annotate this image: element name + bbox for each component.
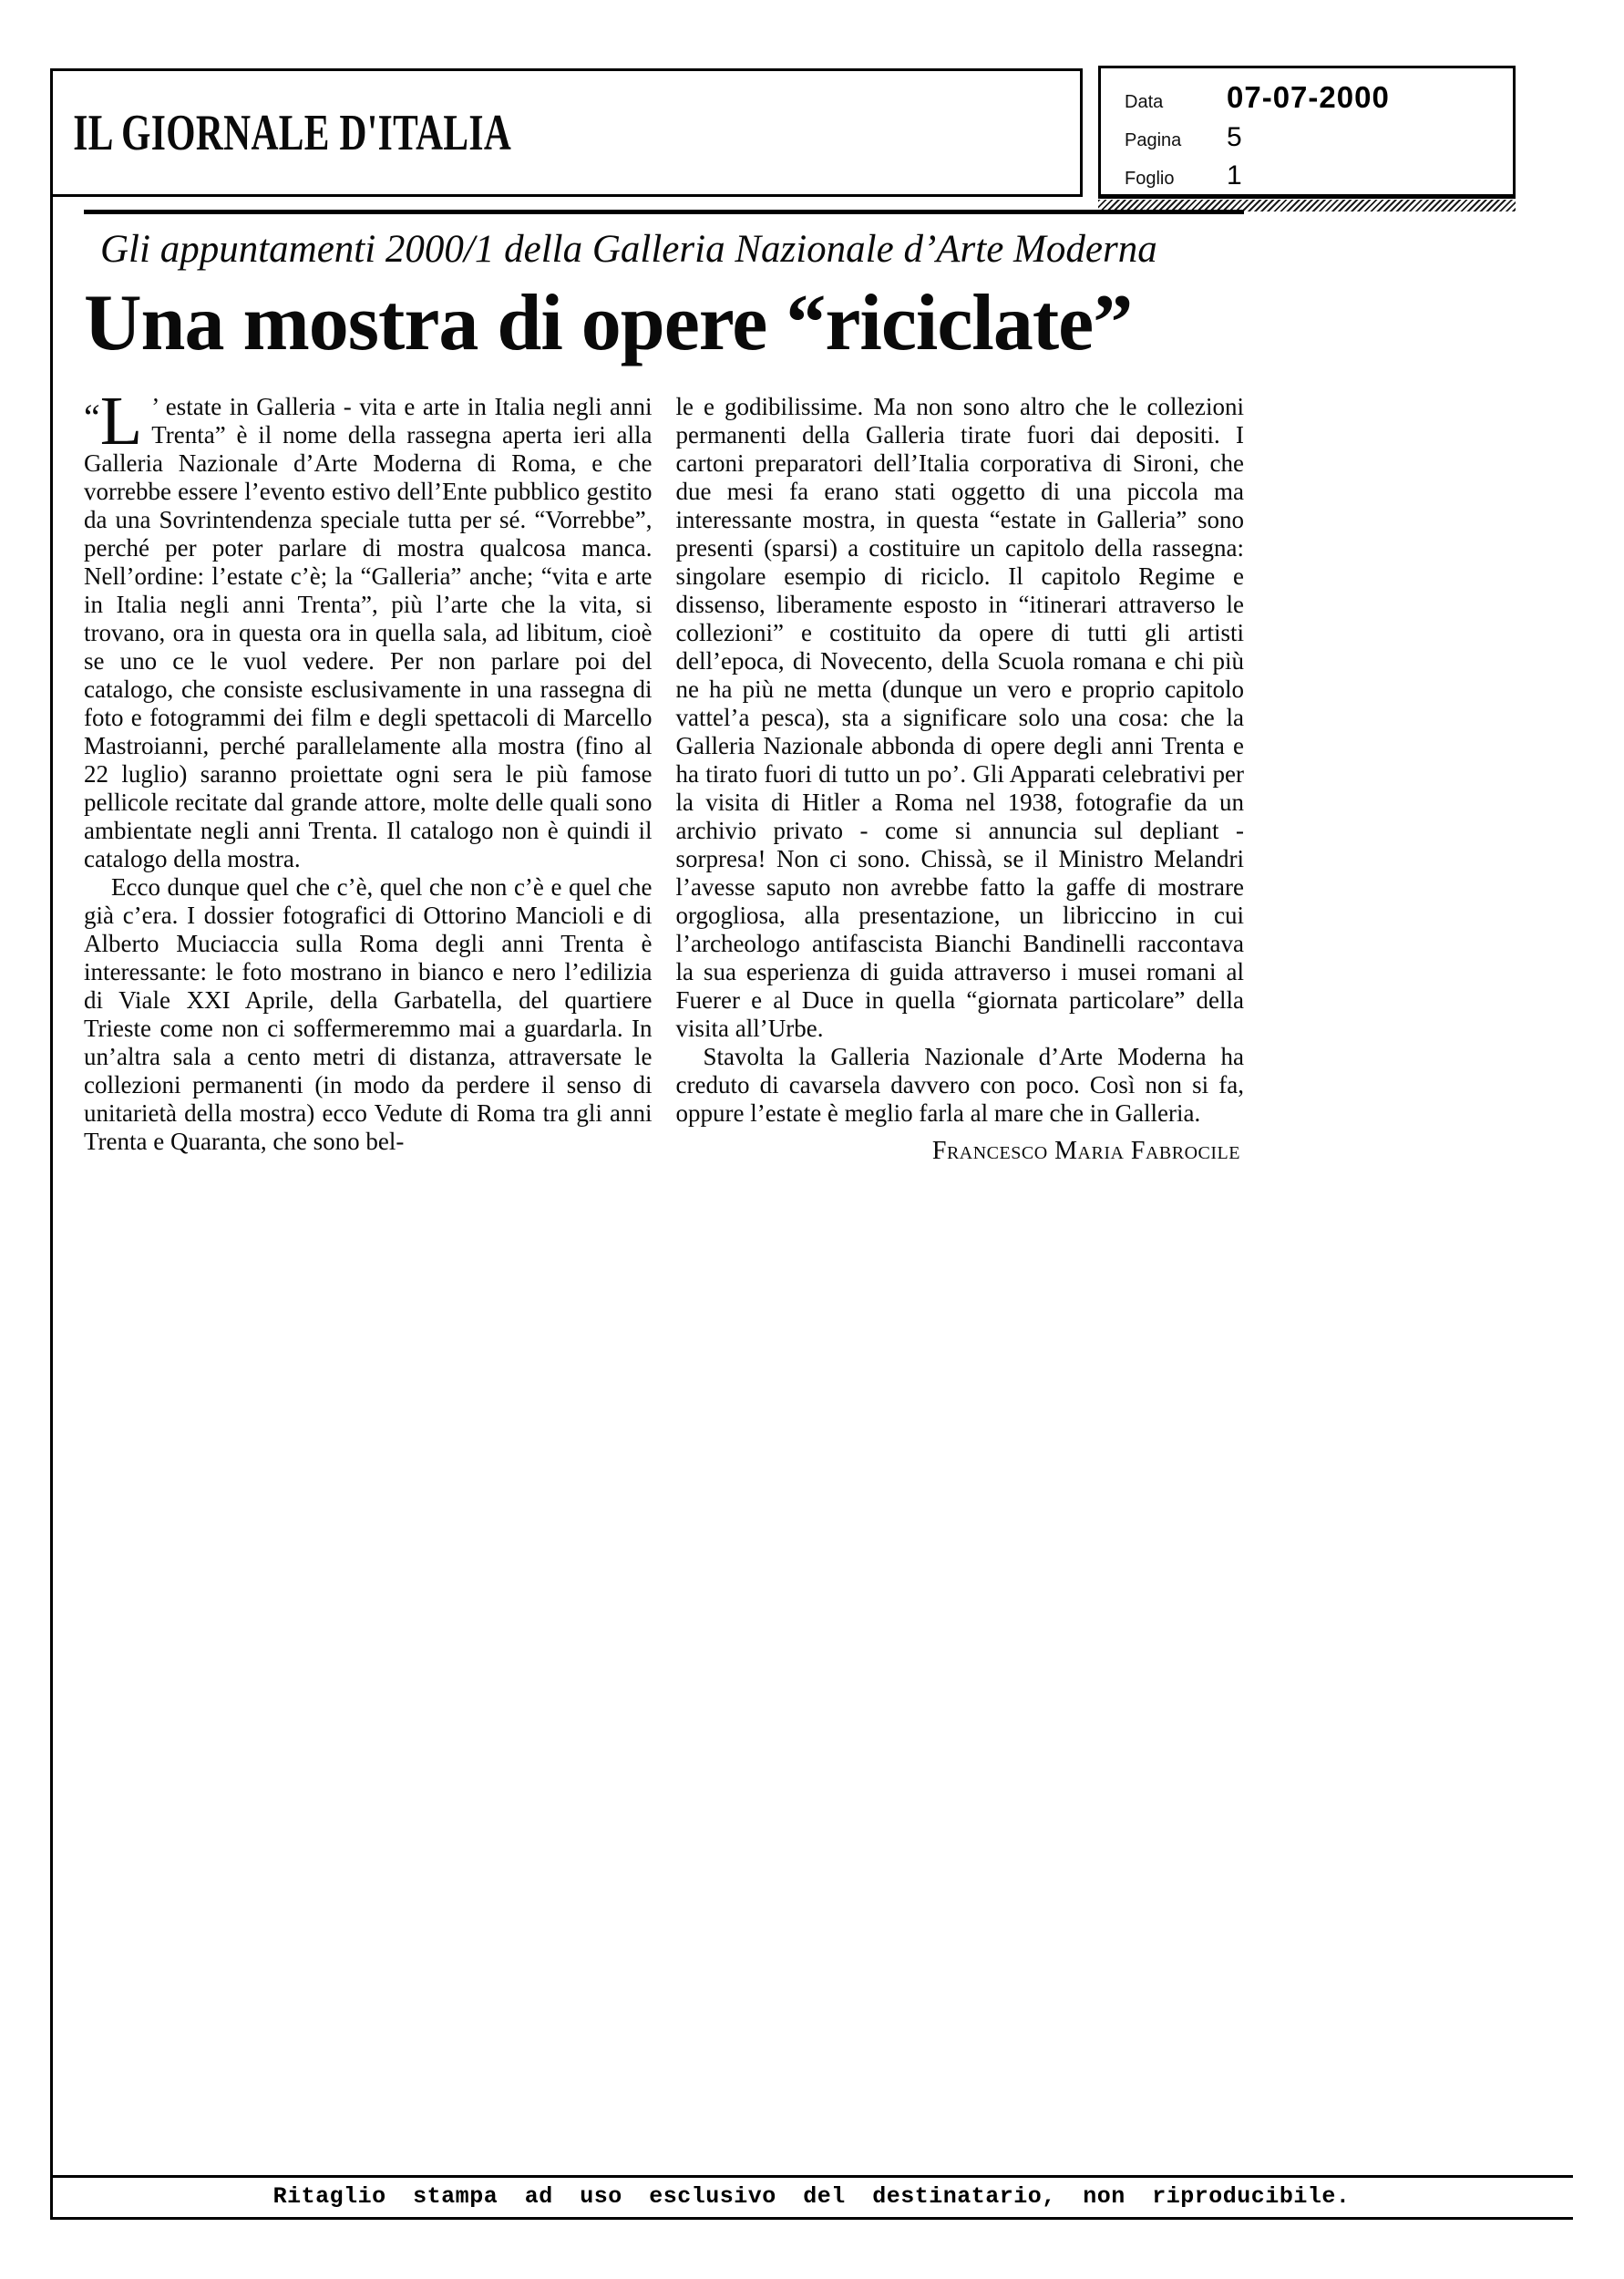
article-column-right (676, 393, 1245, 1165)
meta-row-pagina (1125, 122, 1513, 153)
meta-value-foglio: 1 (1227, 160, 1242, 191)
footer-strip (50, 2175, 1573, 2220)
article-column-left (84, 383, 653, 1165)
masthead-title: IL GIORNALE D'ITALIA (73, 104, 512, 161)
meta-label-pagina: Pagina (1125, 130, 1182, 150)
article-headline: Una mostra di opere “riciclate” (84, 279, 1133, 367)
article-columns (84, 383, 1244, 1165)
masthead-box (50, 68, 1083, 197)
meta-label-foglio: Foglio (1125, 169, 1175, 189)
article (84, 210, 1244, 1165)
paragraph-text: ’ estate in Galleria - vita e arte in Italia negli anni Trenta” è il nome della rassegna aperta ieri alla Galleria Nazionale d’Arte Moderna di Roma, e che vorrebbe essere l’evento estivo dell’Ente pubblico gestito da una Sovrintendenza speciale tutta per sé. “Vorrebbe”, perché per poter parlare di mostra qualcosa manca. Nell’ordine: l’estate c’è; la “Galleria” anche; “vita e arte in Italia negli anni Trenta”, più l’arte che la vita, si trovano, ora in questa ora in quella sala, ad libitum, cioè se uno ce le vuol vedere. Per non parlare poi del catalogo, che consiste esclusivamente in una rassegna di foto e fotogrammi dei film e degli spettacoli di Marcello Mastroianni, perché parallelamente alla mostra (fino al 22 luglio) saranno proiettate ogni sera le più famose pellicole recitate dal grande attore, molte delle quali sono ambientate negli anni Trenta. Il catalogo non è quindi il catalogo della mostra. (84, 393, 653, 872)
paragraph: le e godibilissime. Ma non sono altro che le collezioni permanenti della Galleria tirate fuori dai depositi. I cartoni preparatori dell’Italia corporativa di Sironi, che due mesi fa erano stati oggetto di una piccola ma interessante mostra, in questa “estate in Galleria” sono presenti (sparsi) a costituire un capitolo della rassegna: singolare esempio di riciclo. Il capitolo Regime e dissenso, liberamente esposto in “itinerari attraverso le collezioni” e costituito da opere di tutti gli artisti dell’epoca, di Novecento, della Scuola romana e chi più ne ha più ne metta (dunque un vero e proprio capitolo vattel’a pesca), sta a significare solo una cosa: che la Galleria Nazionale abbonda di opere degli anni Trenta e ha tirato fuori di tutto un po’. Gli Apparati celebrativi per la visita di Hitler a Roma nel 1938, fotografie da un archivio privato - come si annuncia sul depliant - sorpresa! Non ci sono. Chissà, se il Ministro Melandri l’avesse saputo non avrebbe fatto la gaffe di mostrare orgogliosa, alla presentazione, un libriccino in cui l’archeologo antifascista Bianchi Bandinelli raccontava la sua esperienza di guida attraverso i musei romani al Fuerer e al Duce in quella “giornata particolare” della visita all’Urbe. (675, 393, 1244, 1042)
drop-cap (84, 383, 143, 459)
meta-value-date: 07-07-2000 (1227, 80, 1390, 114)
clipping-meta-box (1098, 66, 1516, 199)
drop-cap-letter: L (99, 383, 143, 459)
left-border-rule (50, 68, 53, 2217)
meta-value-pagina: 5 (1227, 122, 1242, 152)
paragraph: Ecco dunque quel che c’è, quel che non c’è e quel che già c’era. I dossier fotografici di Ottorino Mancioli e di Alberto Muciaccia sulla Roma degli anni Trenta è interessante: le foto mostrano in bianco e nero l’edilizia di Viale XXI Aprile, della Garbatella, del quartiere Trieste come non ci soffermeremmo mai a guardarla. In un’altra sala a cento metri di distanza, attraversate le collezioni permanenti (in modo da perdere il senso di unitarietà della mostra) ecco Vedute di Roma tra gli anni Trenta e Quaranta, che sono bel- (84, 873, 653, 1155)
article-top-rule (84, 210, 1244, 214)
paragraph (84, 383, 653, 873)
article-kicker: Gli appuntamenti 2000/1 della Galleria Nazionale d’Arte Moderna (100, 228, 1157, 271)
article-byline: Francesco Maria Fabrocile (931, 1137, 1240, 1165)
meta-row-foglio (1125, 160, 1513, 191)
footer-disclaimer: Ritaglio stampa ad uso esclusivo del destinatario, non riproducibile. (272, 2183, 1351, 2210)
drop-cap-quote: “ (84, 397, 100, 438)
meta-label-data: Data (1125, 92, 1164, 112)
meta-row-data (1125, 80, 1513, 115)
paragraph: Stavolta la Galleria Nazionale d’Arte Moderna ha creduto di cavarsela davvero con poco. Così non si fa, oppure l’estate è meglio farla al mare che in Galleria. (675, 1043, 1244, 1127)
